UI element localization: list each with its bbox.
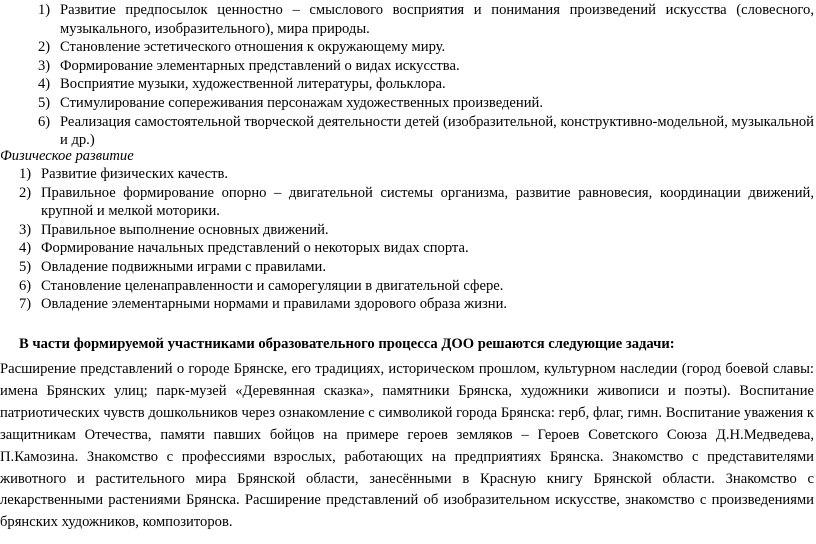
physical-development-title: Физическое развитие — [0, 148, 134, 164]
list-item — [0, 165, 814, 184]
item-text: Овладение подвижными играми с правилами. — [41, 258, 326, 275]
item-number: 5) — [19, 258, 32, 275]
item-text: Становление целенаправленности и саморегуляции в двигательной сфере. — [41, 277, 504, 294]
item-text: Формирование начальных представлений о некоторых видах спорта. — [41, 240, 469, 257]
item-text: Становление эстетического отношения к окружающему миру. — [60, 39, 446, 56]
physical-development-list — [0, 165, 814, 314]
item-number: 1) — [38, 2, 51, 18]
item-text: Стимулирование сопереживания персонажам художественных произведений. — [60, 94, 543, 111]
list-item — [0, 221, 814, 240]
list-item — [0, 38, 814, 57]
artistic-development-list — [0, 1, 814, 150]
item-number: 5) — [38, 94, 51, 111]
item-text: Развитие физических качеств. — [41, 166, 229, 182]
list-item — [0, 239, 814, 258]
list-item — [0, 277, 814, 296]
list-item — [0, 75, 814, 94]
item-text: Восприятие музыки, художественной литературы, фольклора. — [60, 76, 446, 93]
item-number: 6) — [38, 113, 51, 130]
item-number: 4) — [19, 240, 32, 257]
item-number: 4) — [38, 76, 51, 93]
item-number: 2) — [38, 39, 51, 56]
item-number: 1) — [19, 166, 32, 182]
item-text: Формирование элементарных представлений о видах искусства. — [60, 57, 460, 74]
item-number: 6) — [19, 277, 32, 294]
body-paragraph: Расширение представлений о городе Брянске, его традициях, историческом прошлом, культурном наследии (город боевой славы: имена Брянских улиц; парк-музей «Деревянная сказка», памятники Брянска, художники живописи и поэты). Воспитание патриотических чувств дошкольников через ознакомление с символикой города Брянска: герб, флаг, гимн. Воспитание уважения к защитникам Отечества, памяти павших бойцов на примере героев земляков – Героев Советского Союза Д.Н.Медведева, П.Камозина. Знакомство с профессиями взрослых, работающих на предприятиях Брянска. Знакомство с представителями животного и растительного мира Брянской области, занесёнными в Красную книгу Брянской области. Знакомство с лекарственными растениями Брянска. Расширение представлений об изобразительном искусстве, знакомство с произведениями брянских художников, композиторов. — [0, 361, 814, 531]
section-heading: В части формируемой участниками образовательного процесса ДОО решаются следующие задачи: — [19, 336, 675, 352]
list-item — [0, 57, 814, 76]
item-text: Овладение элементарными нормами и правилами здорового образа жизни. — [41, 296, 508, 313]
item-number: 7) — [19, 296, 32, 313]
item-text: Развитие предпосылок ценностно – смыслового восприятия и понимания произведений искусства (словесного, музыкального, изобразительного), мира природы. — [60, 2, 814, 37]
item-text: Правильное формирование опорно – двигательной системы организма, развитие равновесия, координации движений, крупной и мелкой моторики. — [41, 184, 814, 220]
list-item — [0, 1, 814, 38]
list-item — [0, 295, 814, 314]
list-item — [0, 184, 814, 221]
list-item — [0, 113, 814, 150]
list-item — [0, 94, 814, 113]
item-text: Правильное выполнение основных движений. — [41, 221, 329, 238]
item-number: 3) — [19, 221, 32, 238]
list-item — [0, 258, 814, 277]
item-text: Реализация самостоятельной творческой деятельности детей (изобразительной, конструктивно-модельной, музыкальной и др.) — [60, 113, 814, 149]
item-number: 2) — [19, 184, 32, 201]
item-number: 3) — [38, 57, 51, 74]
